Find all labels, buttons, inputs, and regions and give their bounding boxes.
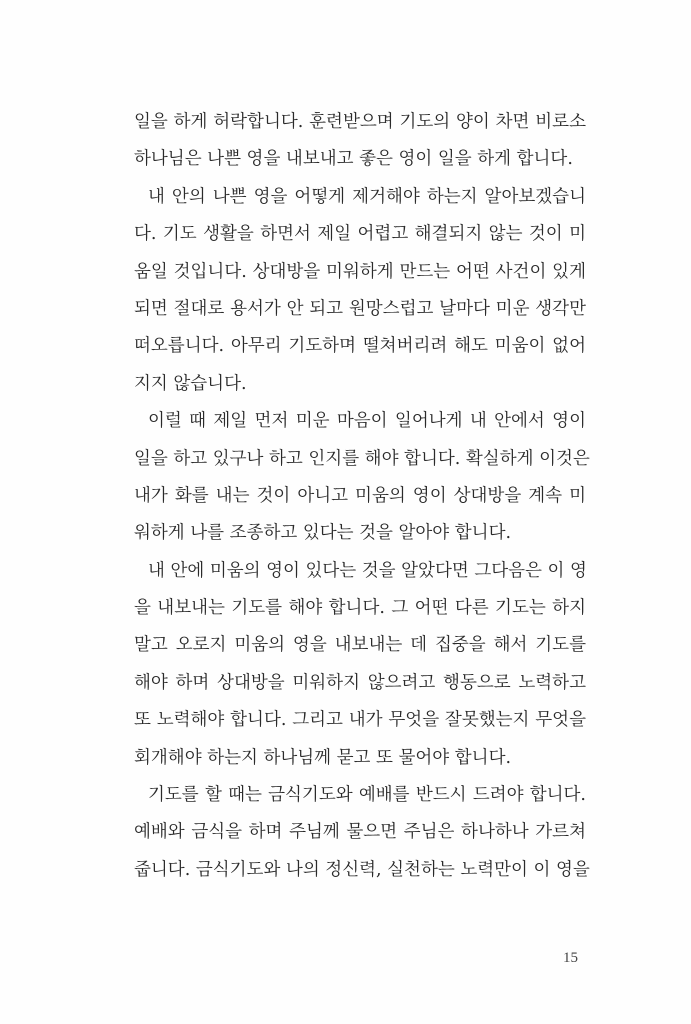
text-line: 줍니다. 금식기도와 나의 정신력, 실천하는 노력만이 이 영을 (134, 859, 590, 880)
text-line: 이럴 때 제일 먼저 미운 마음이 일어나게 내 안에서 영이 (148, 411, 586, 432)
text-line: 기도를 할 때는 금식기도와 예배를 반드시 드려야 합니다. (148, 785, 586, 806)
body-text (134, 104, 590, 889)
text-line: 워하게 나를 조종하고 있다는 것을 알아야 합니다. (134, 523, 512, 544)
text-line: 내 안에 미움의 영이 있다는 것을 알았다면 그다음은 이 영 (148, 560, 587, 581)
text-line: 또 노력해야 합니다. 그리고 내가 무엇을 잘못했는지 무엇을 (134, 710, 586, 731)
text-line: 지지 않습니다. (134, 373, 247, 394)
text-line: 되면 절대로 용서가 안 되고 원망스럽고 날마다 미운 생각만 (134, 298, 586, 319)
text-line: 예배와 금식을 하며 주님께 물으면 주님은 하나하나 가르쳐 (134, 822, 586, 843)
text-line: 을 내보내는 기도를 해야 합니다. 그 어떤 다른 기도는 하지 (134, 598, 586, 619)
text-line: 말고 오로지 미움의 영을 내보내는 데 집중을 해서 기도를 (134, 635, 586, 656)
page-number: 15 (563, 950, 578, 966)
text-line: 일을 하고 있구나 하고 인지를 해야 합니다. 확실하게 이것은 (134, 448, 590, 469)
text-line: 움일 것입니다. 상대방을 미워하게 만드는 어떤 사건이 있게 (134, 261, 586, 282)
text-line: 내 안의 나쁜 영을 어떻게 제거해야 하는지 알아보겠습니 (148, 186, 586, 207)
text-line: 하나님은 나쁜 영을 내보내고 좋은 영이 일을 하게 합니다. (134, 149, 573, 170)
text-line: 해야 하며 상대방을 미워하지 않으려고 행동으로 노력하고 (134, 672, 586, 693)
text-line: 다. 기도 생활을 하면서 제일 어렵고 해결되지 않는 것이 미 (134, 224, 586, 245)
text-line: 떠오릅니다. 아무리 기도하며 떨쳐버리려 해도 미움이 없어 (134, 336, 586, 357)
text-line: 내가 화를 내는 것이 아니고 미움의 영이 상대방을 계속 미 (134, 485, 586, 506)
text-line: 회개해야 하는지 하나님께 묻고 또 물어야 합니다. (134, 747, 512, 768)
text-line: 일을 하게 허락합니다. 훈련받으며 기도의 양이 차면 비로소 (134, 112, 586, 132)
